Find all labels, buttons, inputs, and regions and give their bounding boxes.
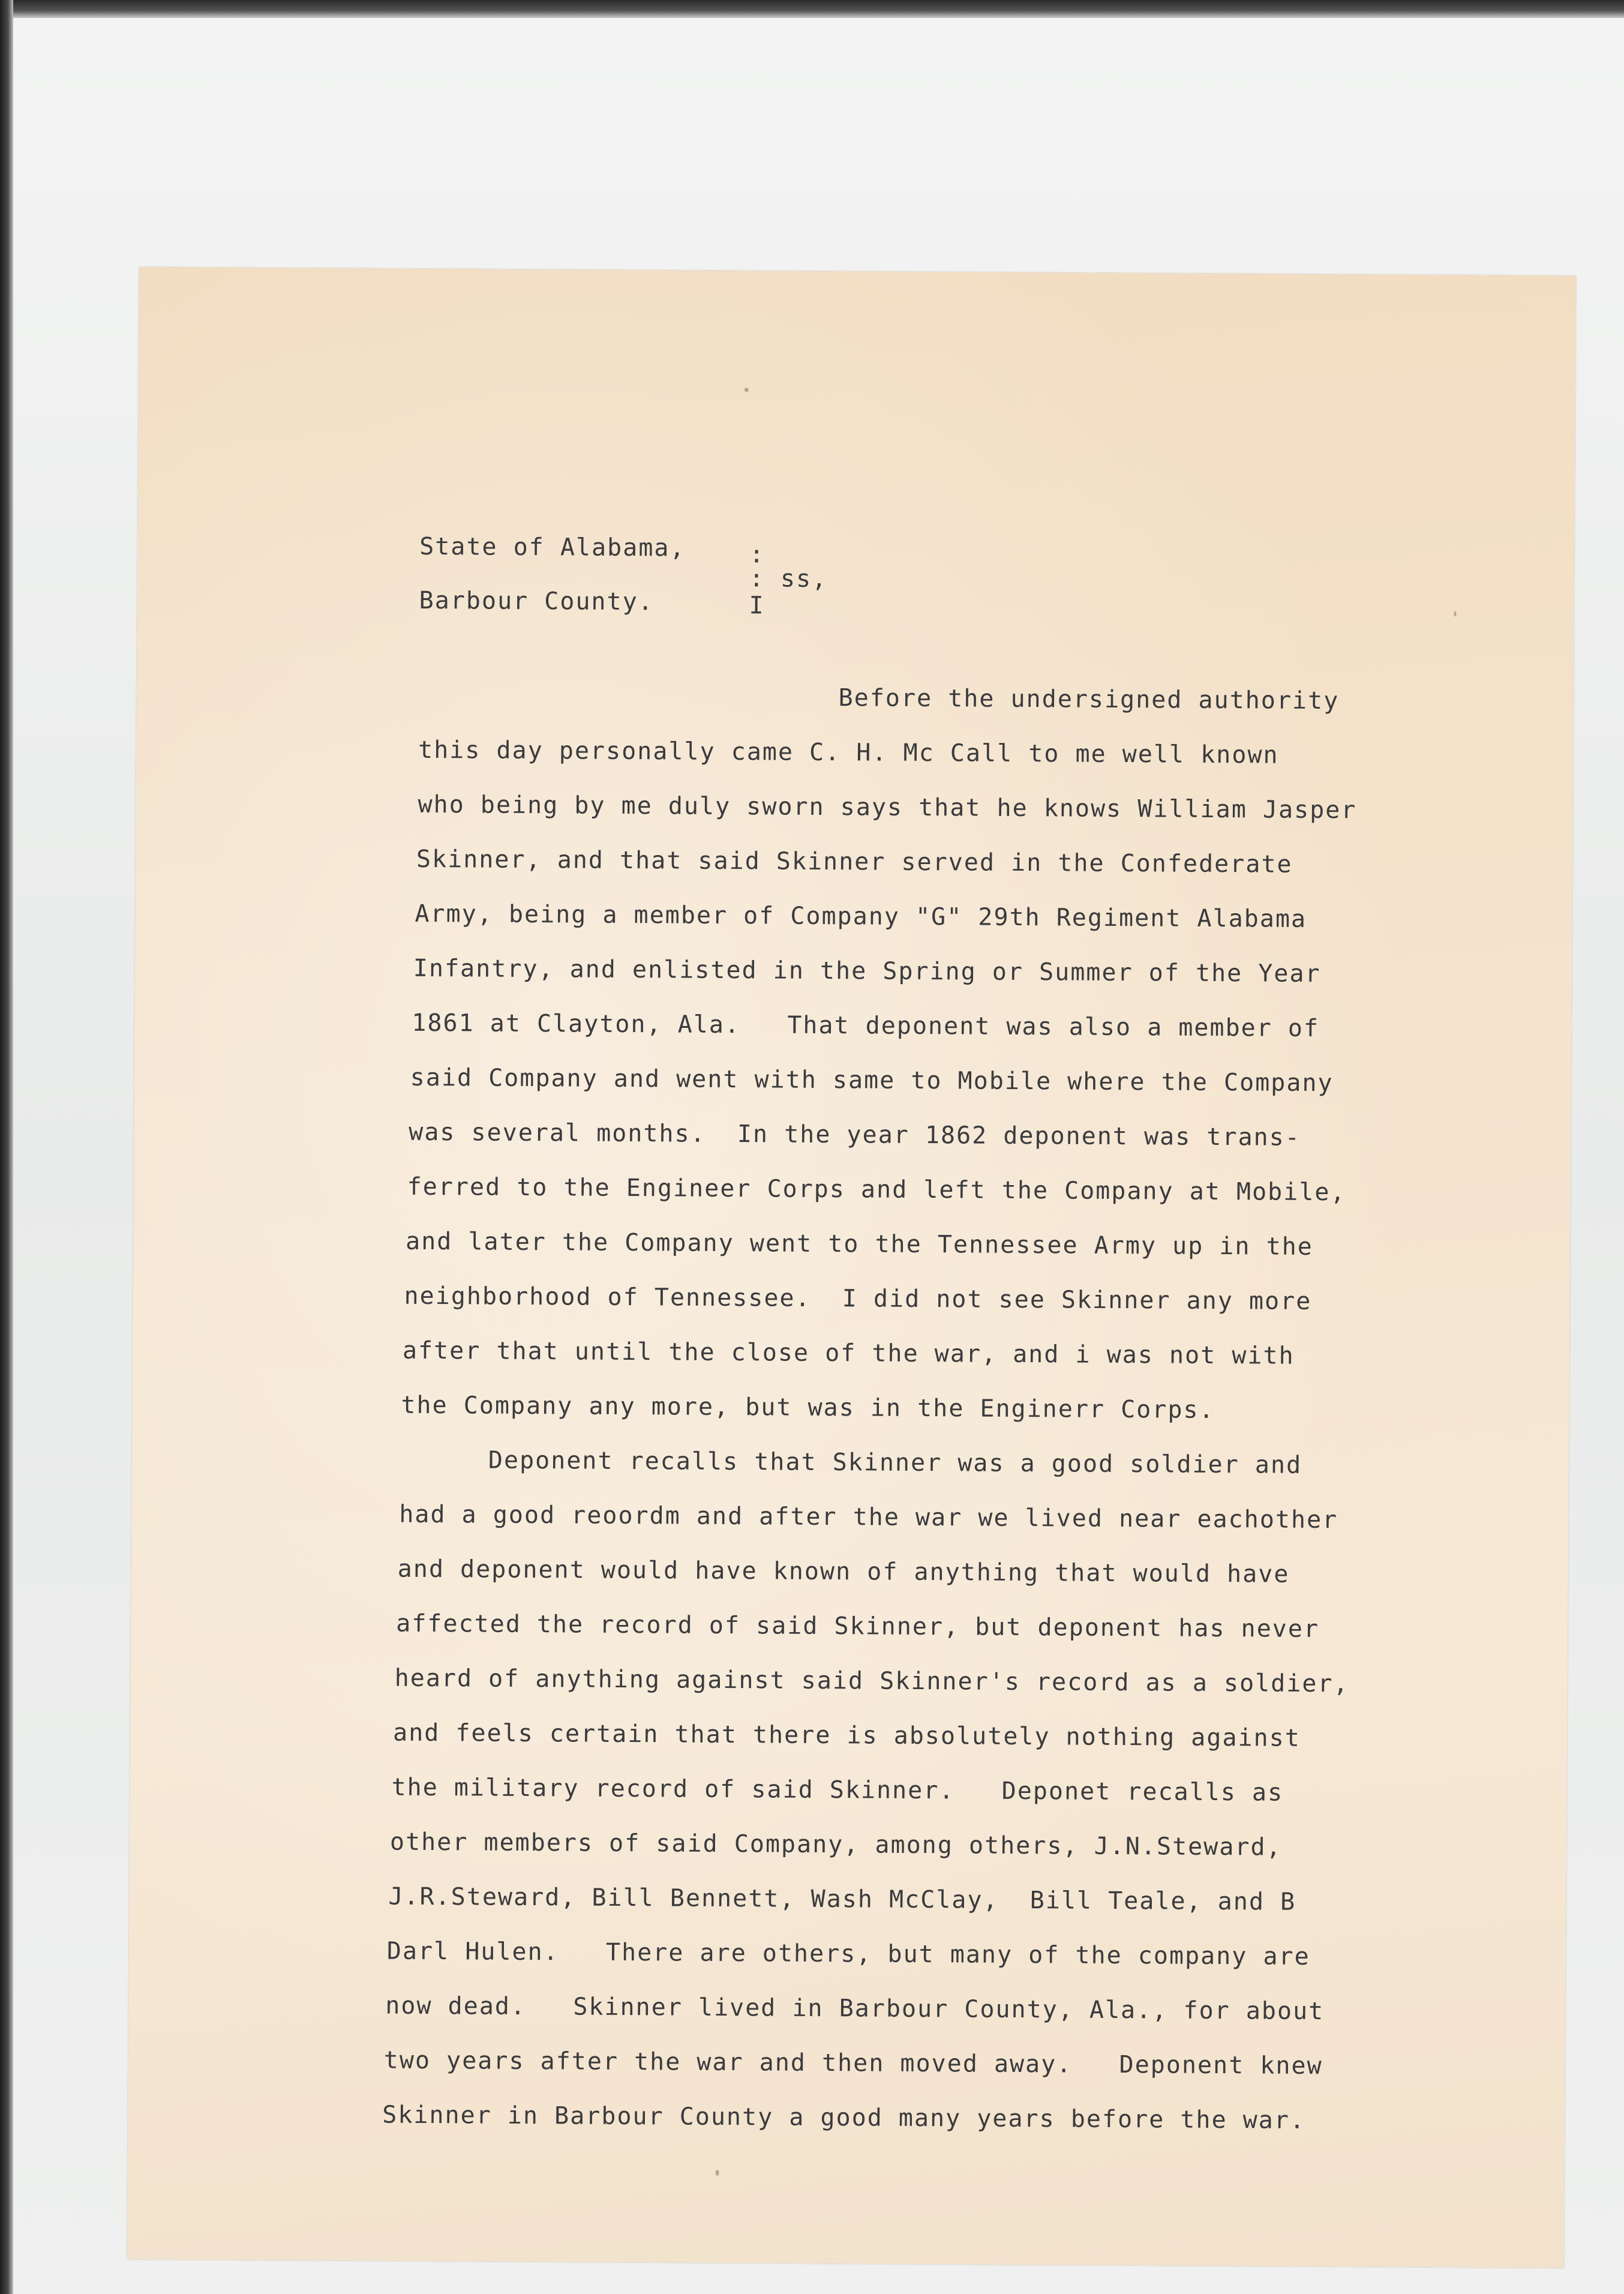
- p2-line: and feels certain that there is absolutely nothing against: [392, 1719, 1301, 1752]
- p1-line: Infantry, and enlisted in the Spring or Summer of the Year: [413, 954, 1321, 988]
- caption-colon-ss: : ss,: [749, 565, 828, 593]
- p2-line: now dead. Skinner lived in Barbour County, Ala., for about: [385, 1992, 1325, 2026]
- scanner-edge-top: [0, 0, 1624, 18]
- p1-line: this day personally came C. H. Mc Call to me well known: [418, 736, 1279, 769]
- p2-line: other members of said Company, among others, J.N.Steward,: [389, 1828, 1282, 1861]
- p1-line: who being by me duly sworn says that he knows William Jasper: [418, 790, 1357, 824]
- p2-line: J.R.Steward, Bill Bennett, Wash McClay, Bill Teale, and B: [388, 1882, 1296, 1916]
- p1-line: after that until the close of the war, and i was not with: [402, 1336, 1295, 1370]
- p2-line: and deponent would have known of anything that would have: [397, 1555, 1290, 1588]
- paper-speck: [716, 2170, 719, 2176]
- p2-line: heard of anything against said Skinner's record as a soldier,: [394, 1664, 1349, 1698]
- p1-line: said Company and went with same to Mobile where the Company: [410, 1063, 1334, 1097]
- scanner-edge-left: [0, 0, 13, 2294]
- p2-line: Skinner in Barbour County a good many years before the war.: [382, 2101, 1306, 2134]
- p1-line: ferred to the Engineer Corps and left the Company at Mobile,: [407, 1173, 1346, 1207]
- paper-speck: [1454, 611, 1456, 616]
- p1-line: the Company any more, but was in the Enginerr Corps.: [401, 1391, 1215, 1424]
- p1-line: and later the Company went to the Tennessee Army up in the: [405, 1227, 1313, 1261]
- document-page: [127, 267, 1576, 2268]
- p1-line: Before the undersigned authority: [838, 684, 1340, 715]
- p2-line: Darl Hulen. There are others, but many of the company are: [386, 1937, 1310, 1971]
- p1-line: Skinner, and that said Skinner served in the Confederate: [416, 845, 1293, 878]
- p2-line: two years after the war and then moved away. Deponent knew: [383, 2046, 1323, 2080]
- caption-colon-bottom: I: [749, 592, 765, 620]
- document-text: [133, 267, 1357, 2134]
- caption-county: Barbour County.: [419, 586, 654, 616]
- p2-line: the military record of said Skinner. Deponet recalls as: [391, 1773, 1284, 1807]
- p1-line: 1861 at Clayton, Ala. That deponent was also a member of: [412, 1009, 1320, 1043]
- p1-line: was several months. In the year 1862 deponent was trans-: [409, 1118, 1301, 1152]
- caption-state: State of Alabama,: [419, 532, 686, 562]
- paper-speck: [745, 388, 749, 392]
- p2-line: had a good reoordm and after the war we lived near eachother: [399, 1500, 1338, 1534]
- p1-line: Army, being a member of Company "G" 29th Regiment Alabama: [415, 899, 1307, 933]
- caption-colon-top: :: [749, 541, 766, 569]
- p1-line: neighborhood of Tennessee. I did not see Skinner any more: [404, 1282, 1312, 1315]
- p2-line: Deponent recalls that Skinner was a good soldier and: [488, 1446, 1302, 1479]
- p2-line: affected the record of said Skinner, but deponent has never: [396, 1609, 1320, 1644]
